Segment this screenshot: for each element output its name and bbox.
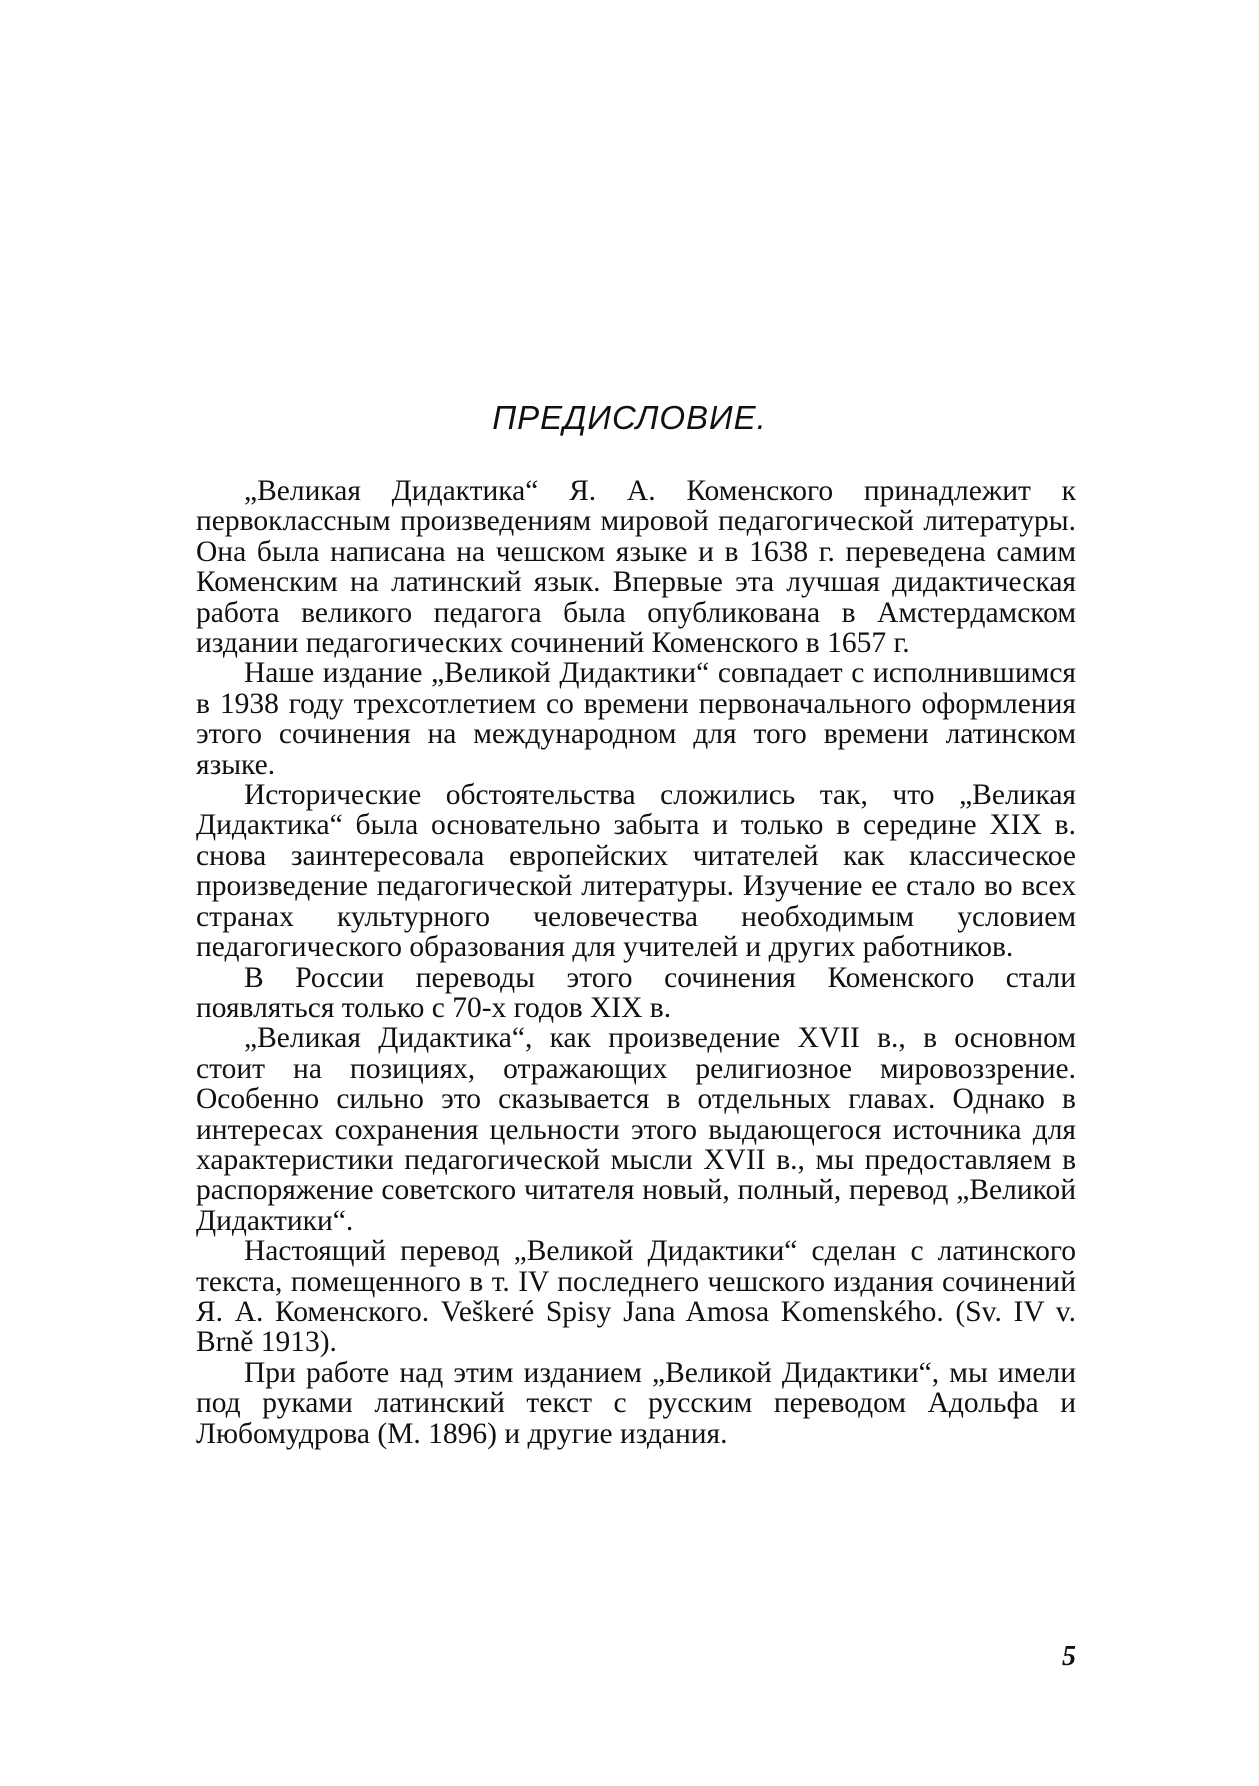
paragraph-7: При работе над этим изданием „Великой Дидактики“, мы имели под руками латинский текст с русским переводом Адольфа и Любомудрова (М. 1896) и другие издания. bbox=[196, 1356, 1076, 1450]
paragraph-3: Исторические обстоятельства сложились так, что „Великая Дидактика“ была основательно забыта и только в середине XIX в. снова заинтересовала европейских читателей как классическое произведение педагогической литературы. Изучение ее стало во всех странах культурного человечества необходимым условием педагогического образования для учителей и других работников. bbox=[196, 779, 1076, 964]
paragraph-1: „Великая Дидактика“ Я. А. Коменского принадлежит к первоклассным произведениям мировой педагогической литературы. Она была написана на чешском языке и в 1638 г. переведена самим Коменским на латинский язык. Впервые эта лучшая дидактическая работа великого педагога была опубликована в Амстердамском издании педагогических сочинений Коменского в 1657 г. bbox=[196, 475, 1076, 660]
paragraph-5: „Великая Дидактика“, как произведение XVII в., в основном стоит на позициях, отражающих религиозное мировоззрение. Особенно сильно это сказывается в отдельных главах. Однако в интересах сохранения цельности этого выдающегося источника для характеристики педагогической мысли XVII в., мы предоставляем в распоряжение советского читателя новый, полный, перевод „Великой Дидактики“. bbox=[196, 1022, 1076, 1237]
paragraph-6: Настоящий перевод „Великой Дидактики“ сделан с латинского текста, помещенного в т. IV последнего чешского издания сочинений Я. А. Коменского. Veškeré Spisy Jana Amosa Komenského. (Sv. IV v. Brně 1913). bbox=[196, 1235, 1076, 1359]
page-title: ПРЕДИСЛОВИЕ. bbox=[492, 399, 767, 436]
body-text bbox=[196, 476, 1076, 1449]
page-number: 5 bbox=[1062, 1641, 1076, 1672]
paragraph-4: В России переводы этого сочинения Коменского стали появляться только с 70-х годов XIX в. bbox=[196, 961, 1076, 1024]
paragraph-2: Наше издание „Великой Дидактики“ совпадает с исполнившимся в 1938 году трехсотлетием со времени первоначального оформления этого сочинения на международном для того времени латинском языке. bbox=[196, 657, 1076, 781]
